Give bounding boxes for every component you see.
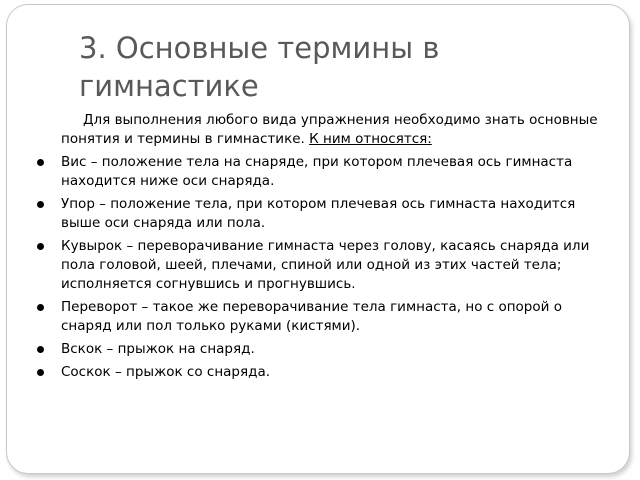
term-text: Соскок – прыжок со снаряда. [61,364,271,380]
term-text: Упор – положение тела, при котором плечевая ось гимнаста находится выше оси снаряда или пола. [61,196,576,231]
bullet-icon [37,159,44,166]
term-item [37,340,597,359]
intro-paragraph [61,111,601,149]
slide-frame [6,4,630,474]
terms-list [37,153,597,386]
slide-title: 3. Основные термины в гимнастике [79,31,440,103]
intro-underlined-text: К ним относятся: [309,131,432,147]
term-item [37,153,597,191]
term-text: Переворот – такое же переворачивание тела гимнаста, но с опорой о снаряд или пол только руками (кистями). [61,299,562,334]
bullet-icon [37,369,44,376]
term-item [37,237,597,294]
term-text: Вис – положение тела на снаряде, при котором плечевая ось гимнаста находится ниже оси снаряда. [61,154,573,189]
term-item [37,298,597,336]
term-item [37,363,597,382]
term-text: Кувырок – переворачивание гимнаста через голову, касаясь снаряда или пола головой, шеей, плечами, спиной или одной из этих частей тела; исполняется согнувшись и прогнувшись. [61,238,590,292]
bullet-icon [37,304,44,311]
term-text: Вскок – прыжок на снаряд. [61,341,255,357]
bullet-icon [37,243,44,250]
bullet-icon [37,201,44,208]
bullet-icon [37,346,44,353]
intro-text: Для выполнения любого вида упражнения необходимо знать основные понятия и термины в гимнастике. [61,112,598,147]
term-item [37,195,597,233]
